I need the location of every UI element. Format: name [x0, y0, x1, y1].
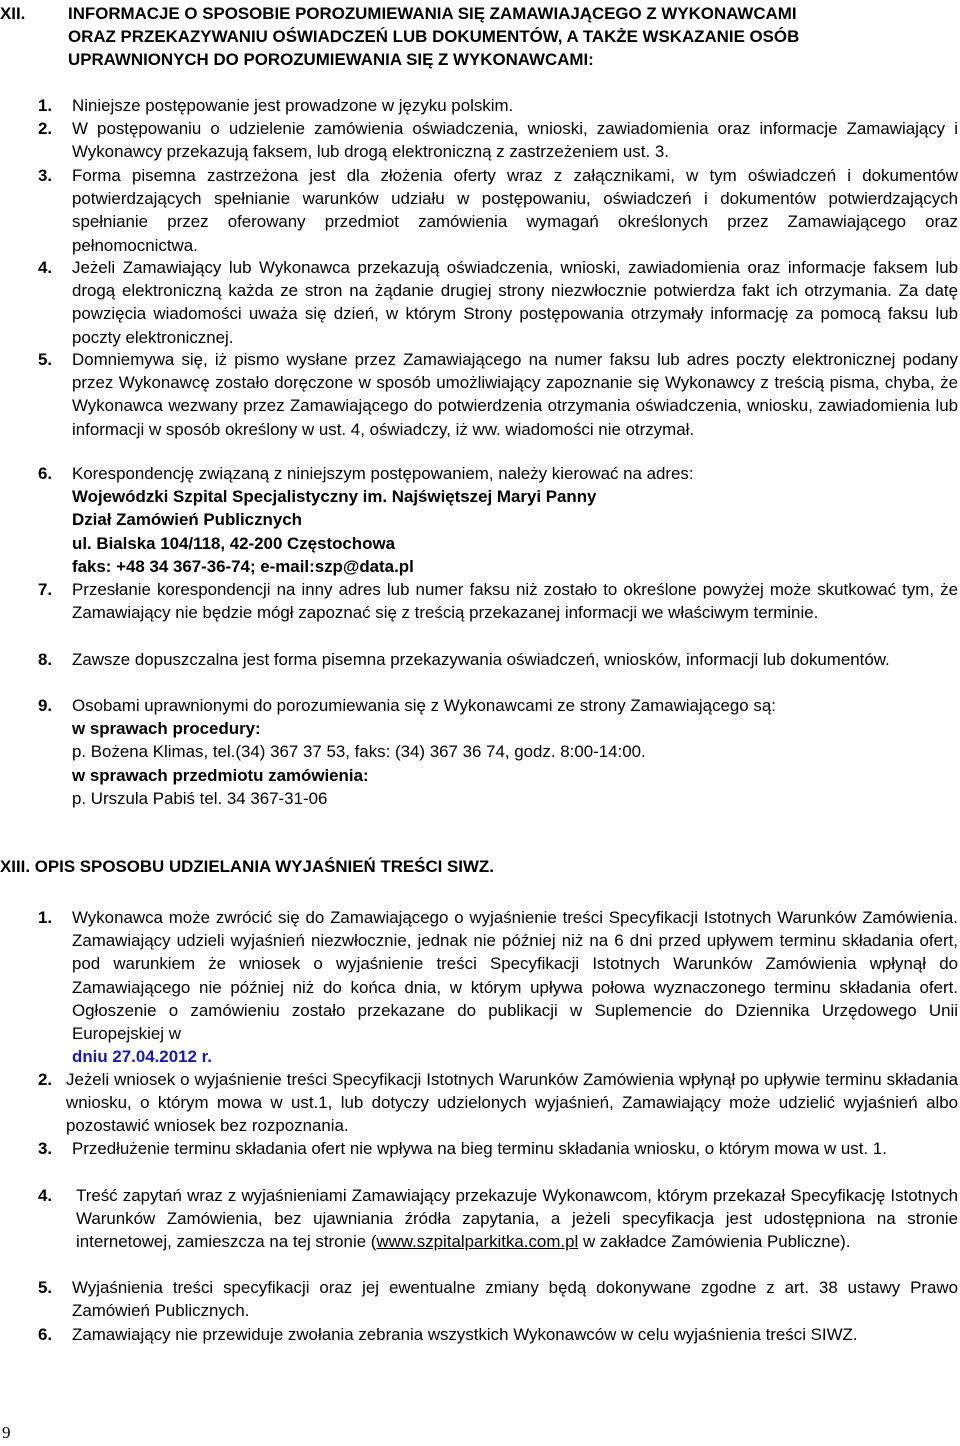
- xiii-item-1: 1. Wykonawca może zwrócić się do Zamawiającego o wyjaśnienie treści Specyfikacji Istotnych Warunków Zamówienia. Zamawiający udzieli wyjaśnień niezwłocznie, jednak nie później niż na 6 dni przed upływem terminu składania ofert, pod warunkiem że wniosek o wyjaśnienie treści Specyfikacji Istotnych Warunków Zamówienia wpłynął do Zamawiającego nie później niż do końca dnia, w którym upływa połowa wyznaczonego terminu składania ofert. Ogłoszenie o zamówieniu zostało przekazane do publikacji w Suplemencie do Dziennika Urzędowego Unii Europejskiej w dniu 27.04.2012 r.: [72, 906, 958, 1068]
- xii-item-1: 1. Niniejsze postępowanie jest prowadzone w języku polskim.: [38, 96, 514, 115]
- xii-item-8: 8. Zawsze dopuszczalna jest forma pisemna przekazywania oświadczeń, wniosków, informacji lub dokumentów.: [38, 650, 890, 669]
- subject-person: p. Urszula Pabiś tel. 34 367-31-06: [72, 788, 328, 808]
- xii-item-7: 7. Przesłanie korespondencji na inny adres lub numer faksu niż zostało to określone powyżej może skutkować tym, że Zamawiający nie będzie mógł zapoznać się z treścią przekazanej informacji we właściwym terminie.: [38, 580, 958, 623]
- address-line-hospital: Wojewódzki Szpital Specjalistyczny im. Najświętszej Maryi Panny: [72, 487, 597, 507]
- procedure-person: p. Bożena Klimas, tel.(34) 367 37 53, faks: (34) 367 36 74, godz. 8:00-14:00.: [72, 742, 646, 762]
- xii-item-3: 3. Forma pisemna zastrzeżona jest dla złożenia oferty wraz z załącznikami, w tym oświadczeń i dokumentów potwierdzających spełnianie warunków udziału w postępowaniu, oświadczeń i dokumentów potwierdzających spełnianie przez oferowany przedmiot zamówienia wymagań określonych przez Zamawiającego oraz pełnomocnictwa.: [38, 166, 958, 255]
- xiii-item-6: 6. Zamawiający nie przewiduje zwołania zebrania wszystkich Wykonawców w celu wyjaśnienia treści SIWZ.: [38, 1325, 858, 1344]
- xiii-item-2: 2. Jeżeli wniosek o wyjaśnienie treści Specyfikacji Istotnych Warunków Zamówienia wpłynął po upływie terminu składania wniosku, o którym mowa w ust.1, lub dotyczy udzielonych wyjaśnień, Zamawiający może udzielić wyjaśnień albo pozostawić wniosek bez rozpoznania.: [38, 1070, 958, 1136]
- xiii-item-3: 3. Przedłużenie terminu składania ofert nie wpływa na bieg terminu składania wniosku, o którym mowa w ust. 1.: [38, 1139, 887, 1158]
- procedure-label: w sprawach procedury:: [72, 719, 261, 739]
- xii-item-4: 4. Jeżeli Zamawiający lub Wykonawca przekazują oświadczenia, wnioski, zawiadomienia oraz informacje faksem lub drogą elektroniczną każda ze stron na żądanie drugiej strony niezwłocznie potwierdza fakt ich otrzymania. Za datę powzięcia wiadomości uważa się dzień, w którym Strony postępowania otrzymały informację za pomocą faksu lub poczty elektronicznej.: [38, 258, 958, 347]
- publication-date: dniu 27.04.2012 r.: [72, 1047, 212, 1067]
- page-number: 9: [2, 1423, 11, 1442]
- section-xii-title: INFORMACJE O SPOSOBIE POROZUMIEWANIA SIĘ ZAMAWIAJĄCEGO Z WYKONAWCAMI ORAZ PRZEKAZYWANIU OŚWIADCZEŃ LUB DOKUMENTÓW, A TAKŻE WSKAZANIE OSÓB UPRAWNIONYCH DO POROZUMIEWANIA SIĘ Z WYKONAWCAMI:: [68, 4, 800, 70]
- subject-label: w sprawach przedmiotu zamówienia:: [72, 765, 369, 785]
- section-xii-heading: [0, 2, 960, 72]
- section-xiii-title: XIII. OPIS SPOSOBU UDZIELANIA WYJAŚNIEŃ TREŚCI SIWZ.: [0, 857, 494, 876]
- xii-item-6: 6. Korespondencję związaną z niniejszym postępowaniem, należy kierować na adres: Wojewódzki Szpital Specjalistyczny im. Najświętszej Maryi Panny Dział Zamówień Publicznych ul. Bialska 104/118, 42-200 Częstochowa faks: +48 34 367-36-74; e-mail:szp@data.pl: [72, 462, 958, 578]
- address-line-department: Dział Zamówień Publicznych: [72, 510, 302, 530]
- xii-item-5: 5. Domniemywa się, iż pismo wysłane przez Zamawiającego na numer faksu lub adres poczty elektronicznej podany przez Wykonawcę zostało doręczone w sposób umożliwiający zapoznanie się Wykonawcy z treścią pisma, chyba, że Wykonawca wezwany przez Zamawiającego do potwierdzenia otrzymania oświadczenia, wniosku, zawiadomienia lub informacji w sposób określony w ust. 4, oświadczy, iż ww. wiadomości nie otrzymał.: [38, 350, 958, 439]
- address-line-street: ul. Bialska 104/118, 42-200 Częstochowa: [72, 533, 395, 553]
- hospital-website-link[interactable]: www.szpitalparkitka.com.pl: [376, 1232, 579, 1252]
- address-line-contact: faks: +48 34 367-36-74; e-mail:szp@data.pl: [72, 556, 414, 576]
- xii-item-2: 2. W postępowaniu o udzielenie zamówienia oświadczenia, wnioski, zawiadomienia oraz informacje Zamawiający i Wykonawcy przekazują faksem, lub drogą elektroniczną z zastrzeżeniem ust. 3.: [38, 119, 958, 162]
- section-xiii-heading: [0, 855, 960, 878]
- xii-item-9: 9. Osobami uprawnionymi do porozumiewania się z Wykonawcami ze strony Zamawiającego są: w sprawach procedury: p. Bożena Klimas, tel.(34) 367 37 53, faks: (34) 367 36 74, godz. 8:00-14:00. w sprawach przedmiotu zamówienia: p. Urszula Pabiś tel. 34 367-31-06: [72, 694, 958, 810]
- xiii-item-4: 4. Treść zapytań wraz z wyjaśnieniami Zamawiający przekazuje Wykonawcom, którym przekazał Specyfikację Istotnych Warunków Zamówienia, bez ujawniania źródła zapytania, a jeżeli specyfikacja jest udostępniona na stronie internetowej, zamieszcza na tej stronie (www.szpitalparkitka.com.pl w zakładce Zamówienia Publiczne).: [38, 1186, 958, 1252]
- xiii-item-5: 5. Wyjaśnienia treści specyfikacji oraz jej ewentualne zmiany będą dokonywane zgodne z art. 38 ustawy Prawo Zamówień Publicznych.: [38, 1278, 958, 1321]
- section-xii-number: XII.: [0, 4, 26, 23]
